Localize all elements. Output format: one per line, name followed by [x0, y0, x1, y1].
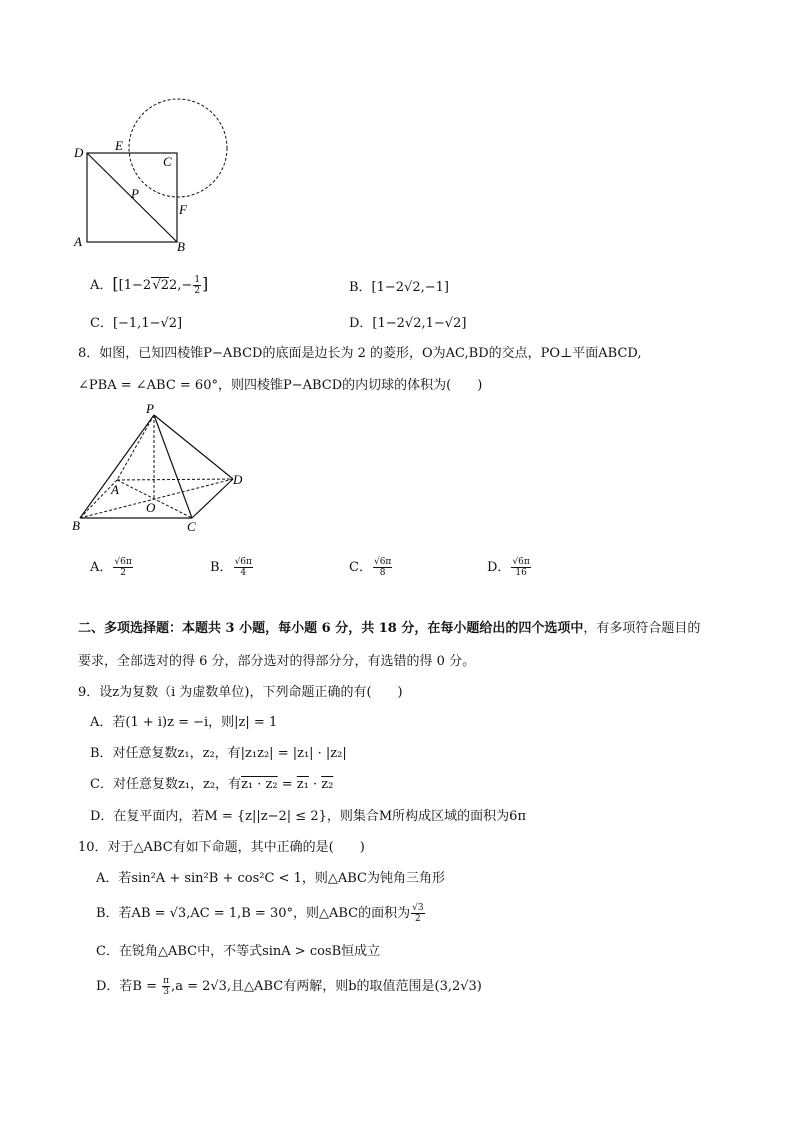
dashed-circle	[129, 99, 227, 197]
q8-figure	[68, 400, 253, 535]
label-A: A	[111, 482, 119, 497]
label-D: D	[74, 145, 84, 160]
q8-stem-line2: ∠PBA = ∠ABC = 60°，则四棱锥P−ABCD的内切球的体积为( )	[78, 378, 483, 393]
q7-option-b: B．[1−2√2,−1]	[349, 280, 449, 295]
q8-option-a: A． $\frac{√6\pi}{2}$	[90, 557, 132, 578]
q9-stem: 9．设z为复数（i 为虚数单位)，下列命题正确的有( )	[78, 685, 403, 700]
label-E: E	[115, 138, 123, 153]
q8-option-c: C． $\frac{√6\pi}{8}$	[349, 557, 392, 578]
q10-option-d: D．若B = $\frac{\pi}{3}$ ,a = 2√3,且△ABC有两解，则b的取值范围是(3,2√3)	[96, 976, 482, 997]
q9-option-c: C．对任意复数z₁，z₂，有z₁ · z₂ = z₁ · z₂	[90, 777, 334, 792]
q8-option-d: D． $\frac{√6\pi}{16}$	[487, 557, 530, 578]
label-D: D	[233, 472, 243, 487]
label-P: P	[146, 401, 154, 416]
q9-option-b: B．对任意复数z₁，z₂，有|z₁z₂| = |z₁| · |z₂|	[90, 746, 347, 761]
label-C: C	[187, 519, 196, 534]
label-C: C	[163, 154, 172, 169]
label-P: P	[131, 186, 139, 201]
label-O: O	[146, 500, 156, 515]
label-A: A	[74, 234, 82, 249]
q9-option-d: D．在复平面内，若M = {z||z−2| ≤ 2}，则集合M所构成区域的面积为6π	[90, 809, 526, 824]
q10-option-c: C．在锐角△ABC中，不等式sinA > cosB恒成立	[96, 944, 381, 959]
q10-option-b: B．若AB = √3,AC = 1,B = 30°，则△ABC的面积为 $\frac{√3}{2}$	[96, 903, 424, 924]
label-B: B	[72, 518, 80, 533]
section2-line2: 要求，全部选对的得 6 分，部分选对的得部分分，有选错的得 0 分。	[78, 654, 476, 669]
q7-option-c: C．[−1,1−√2]	[90, 316, 183, 331]
q8-option-b: B． $\frac{√6\pi}{4}$	[210, 557, 252, 578]
label-F: F	[179, 202, 187, 217]
q9-option-a: A．若(1 + i)z = −i，则|z| = 1	[90, 715, 278, 730]
section2-line1: 二、多项选择题：本题共 3 小题，每小题 6 分，共 18 分，在每小题给出的四个选项中，有多项符合题目的	[78, 621, 701, 636]
label-B: B	[177, 239, 185, 254]
q8-stem-line1: 8．如图，已知四棱锥P−ABCD的底面是边长为 2 的菱形，O为AC,BD的交点，PO⊥平面ABCD,	[78, 346, 642, 361]
q10-stem: 10．对于△ABC有如下命题，其中正确的是( )	[78, 840, 365, 855]
q7-option-a: A．[[1−2 √22,− $\frac{1}{2}$ ]	[90, 274, 209, 296]
q7-figure	[70, 96, 240, 261]
q10-option-a: A．若sin²A + sin²B + cos²C < 1，则△ABC为钝角三角形	[96, 871, 445, 886]
q7-option-d: D．[1−2√2,1−√2]	[349, 316, 467, 331]
